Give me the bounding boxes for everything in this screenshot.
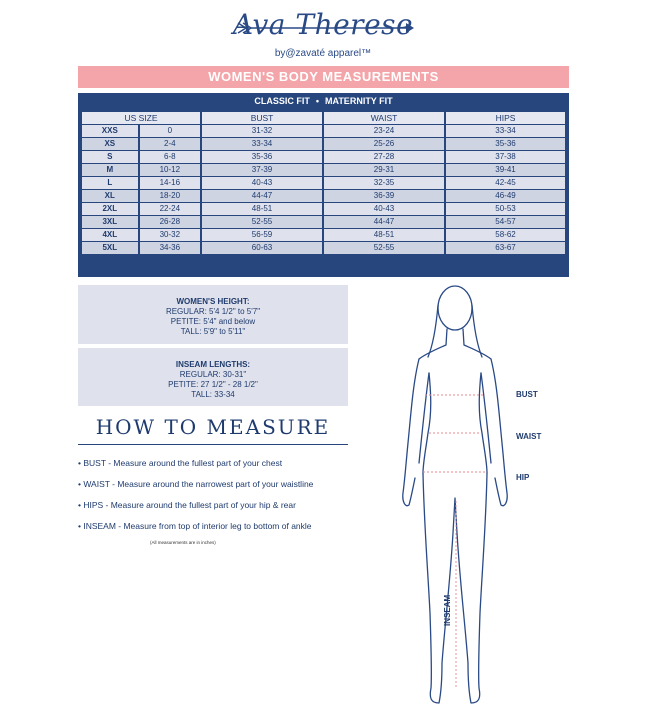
- bullet-inseam: • INSEAM - Measure from top of interior leg to bottom of ankle: [78, 521, 312, 531]
- bust-cell: 56-59: [202, 229, 322, 241]
- us-size-cell: 6-8: [140, 151, 200, 163]
- hips-cell: 54-57: [446, 216, 565, 228]
- table-row: [82, 242, 565, 254]
- brand-logo-sub: by@zavaté apparel™: [274, 48, 372, 59]
- fit-banner: [78, 93, 569, 109]
- waist-cell: 48-51: [324, 229, 444, 241]
- us-size-cell: 2-4: [140, 138, 200, 150]
- waist-cell: 23-24: [324, 125, 444, 137]
- footnote: (All measurements are in inches): [150, 540, 216, 545]
- size-cell: M: [82, 164, 138, 176]
- waist-cell: 25-26: [324, 138, 444, 150]
- bust-cell: 52-55: [202, 216, 322, 228]
- label-hip: HIP: [516, 473, 530, 482]
- hips-cell: 63-67: [446, 242, 565, 254]
- inseam-regular: REGULAR: 30-31": [179, 370, 247, 379]
- inseam-petite: PETITE: 27 1/2" - 28 1/2": [168, 380, 258, 389]
- bust-cell: 31-32: [202, 125, 322, 137]
- us-size-cell: 14-16: [140, 177, 200, 189]
- bust-cell: 35-36: [202, 151, 322, 163]
- title-divider: [78, 444, 348, 445]
- header-bust: BUST: [202, 112, 322, 124]
- inseam-lengths-box: [78, 348, 348, 406]
- waist-cell: 52-55: [324, 242, 444, 254]
- bullet-hips: • HIPS - Measure around the fullest part of your hip & rear: [78, 500, 296, 510]
- table-row: [82, 190, 565, 202]
- size-cell: 2XL: [82, 203, 138, 215]
- table-footer-bar: [78, 263, 569, 277]
- waist-cell: 29-31: [324, 164, 444, 176]
- table-row: [82, 229, 565, 241]
- hips-cell: 33-34: [446, 125, 565, 137]
- us-size-cell: 26-28: [140, 216, 200, 228]
- bullet-waist: • WAIST - Measure around the narrowest part of your waistline: [78, 479, 314, 489]
- hips-cell: 37-38: [446, 151, 565, 163]
- table-row: [82, 216, 565, 228]
- size-chart-table: [80, 111, 567, 255]
- brand-logo-script: Ava Therese: [232, 8, 414, 41]
- bust-cell: 48-51: [202, 203, 322, 215]
- fit-label-maternity: MATERNITY FIT: [324, 96, 393, 106]
- header-us-size: US SIZE: [82, 112, 200, 124]
- bust-cell: 60-63: [202, 242, 322, 254]
- waist-cell: 27-28: [324, 151, 444, 163]
- us-size-cell: 0: [140, 125, 200, 137]
- table-row: [82, 177, 565, 189]
- table-row: [82, 151, 565, 163]
- bust-cell: 44-47: [202, 190, 322, 202]
- size-cell: 3XL: [82, 216, 138, 228]
- table-row: [82, 164, 565, 176]
- table-row: [82, 138, 565, 150]
- us-size-cell: 18-20: [140, 190, 200, 202]
- page-title: WOMEN'S BODY MEASUREMENTS: [78, 66, 569, 88]
- hips-cell: 50-53: [446, 203, 565, 215]
- bust-cell: 37-39: [202, 164, 322, 176]
- bullet-bust: • BUST - Measure around the fullest part of your chest: [78, 458, 283, 468]
- bust-cell: 33-34: [202, 138, 322, 150]
- size-cell: 4XL: [82, 229, 138, 241]
- table-header-row: [82, 112, 565, 124]
- height-regular: REGULAR: 5'4 1/2" to 5'7": [165, 307, 261, 316]
- table-row: [82, 203, 565, 215]
- label-waist: WAIST: [516, 432, 542, 441]
- hips-cell: 58-62: [446, 229, 565, 241]
- hips-cell: 39-41: [446, 164, 565, 176]
- height-title: WOMEN'S HEIGHT:: [176, 297, 250, 306]
- hips-cell: 46-49: [446, 190, 565, 202]
- height-tall: TALL: 5'9" to 5'11": [180, 327, 246, 336]
- size-cell: L: [82, 177, 138, 189]
- waist-cell: 40-43: [324, 203, 444, 215]
- header-waist: WAIST: [324, 112, 444, 124]
- us-size-cell: 30-32: [140, 229, 200, 241]
- size-cell: XL: [82, 190, 138, 202]
- table-row: [82, 125, 565, 137]
- waist-cell: 44-47: [324, 216, 444, 228]
- hips-cell: 42-45: [446, 177, 565, 189]
- us-size-cell: 10-12: [140, 164, 200, 176]
- inseam-title: INSEAM LENGTHS:: [175, 360, 251, 369]
- us-size-cell: 34-36: [140, 242, 200, 254]
- height-petite: PETITE: 5'4" and below: [170, 317, 256, 326]
- us-size-cell: 22-24: [140, 203, 200, 215]
- size-cell: XS: [82, 138, 138, 150]
- fit-label-classic: CLASSIC FIT: [254, 96, 310, 106]
- hips-cell: 35-36: [446, 138, 565, 150]
- size-cell: S: [82, 151, 138, 163]
- womens-height-box: [78, 285, 348, 344]
- fit-separator: •: [315, 96, 319, 106]
- label-inseam: INSEAM: [443, 594, 452, 626]
- waist-cell: 36-39: [324, 190, 444, 202]
- inseam-tall: TALL: 33-34: [191, 390, 235, 399]
- size-cell: 5XL: [82, 242, 138, 254]
- body-figure-icon: [395, 283, 525, 715]
- label-bust: BUST: [516, 390, 538, 399]
- header-hips: HIPS: [446, 112, 565, 124]
- size-cell: XXS: [82, 125, 138, 137]
- how-to-measure-title: HOW TO MEASURE: [95, 415, 331, 439]
- waist-cell: 32-35: [324, 177, 444, 189]
- bust-cell: 40-43: [202, 177, 322, 189]
